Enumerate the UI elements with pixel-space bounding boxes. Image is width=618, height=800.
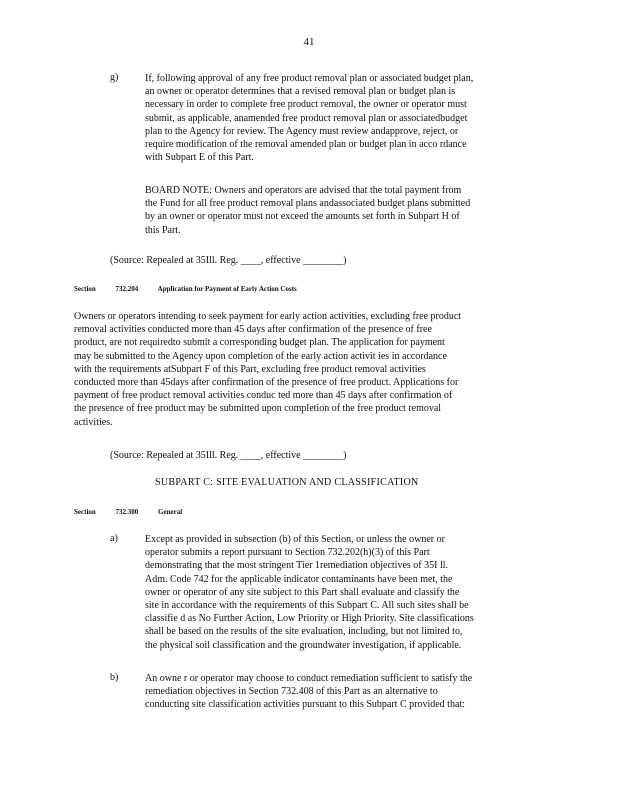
paragraph-line: Owners or operators intending to seek payment for early action activities, excluding free product: [74, 311, 462, 322]
paragraph-line: If, following approval of any free product removal plan or associated budget plan,: [145, 73, 474, 84]
paragraph-line: Except as provided in subsection (b) of this Section, or unless the owner or: [145, 534, 445, 545]
note-line: BOARD NOTE: Owners and operators are advised that the total payment from: [145, 185, 462, 196]
paragraph-line: remediation objectives in Section 732.408 of this Part as an alternative to: [145, 686, 438, 698]
paragraph-line: with Subpart E of this Part.: [145, 152, 254, 164]
page-number: 41: [303, 36, 315, 48]
item-a-label: a): [110, 533, 118, 544]
paragraph-line: require modification of the removal amended plan or budget plan in acco rdance: [145, 139, 467, 151]
paragraph-line: with the requirements atSubpart F of this Part, excluding free product removal activities: [74, 363, 426, 375]
paragraph-line: classifie d as No Further Action, Low Priority or High Priority. Site classifications: [145, 613, 474, 625]
section-number: 732.300: [115, 508, 139, 516]
paragraph-line: may be submitted to the Agency upon completion of the early action activit ies in accordance: [74, 350, 447, 362]
paragraph-line: An owne r or operator may choose to conduct remediation sufficient to satisfy the: [145, 673, 473, 684]
section-heading: [74, 508, 200, 516]
section-732-204-paragraph: [74, 310, 540, 429]
paragraph-line: removal activities conducted more than 45 days after confirmation of the presence of free: [74, 324, 432, 336]
section-number: 732.204: [115, 285, 139, 293]
note-line: the Fund for all free product removal plans andassociated budget plans submitted: [145, 198, 471, 210]
paragraph-line: operator submits a report pursuant to Section 732.202(h)(3) of this Part: [145, 547, 430, 559]
section-word: Section: [74, 285, 96, 293]
paragraph-line: product, are not requiredto submit a corresponding budget plan. The application for payment: [74, 337, 445, 349]
paragraph-line: an owner or operator determines that a revised removal plan or budget plan is: [145, 86, 456, 98]
source-note: (Source: Repealed at 35Ill. Reg. ____, effective ________): [110, 450, 347, 461]
subpart-heading: SUBPART C: SITE EVALUATION AND CLASSIFICATION: [155, 477, 419, 488]
item-g-label: g): [110, 72, 119, 83]
section-heading: [74, 285, 315, 293]
paragraph-line: demonstrating that the most stringent Tier 1remediation objectives of 35I ll.: [145, 560, 449, 572]
section-word: Section: [74, 508, 96, 516]
paragraph-line: activities.: [74, 416, 113, 428]
paragraph-line: owner or operator of any site subject to this Part shall evaluate and classify the: [145, 586, 460, 598]
paragraph-line: conducted more than 45days after confirmation of the presence of free product. Applications for: [74, 377, 459, 389]
note-line: by an owner or operator must not exceed the amounts set forth in Subpart H of: [145, 211, 460, 223]
note-line: this Part.: [145, 224, 181, 236]
paragraph-line: site in accordance with the requirements of this Subpart C. All such sites shall be: [145, 600, 469, 612]
paragraph-line: the presence of free product may be submitted upon completion of the free product removal: [74, 403, 442, 415]
source-note: (Source: Repealed at 35Ill. Reg. ____, effective ________): [110, 255, 347, 266]
paragraph-line: conducting site classification activities pursuant to this Subpart C provided that:: [145, 699, 465, 711]
section-title: General: [158, 508, 183, 516]
paragraph-line: plan to the Agency for review. The Agency must review andapprove, reject, or: [145, 125, 459, 137]
paragraph-line: the physical soil classification and the groundwater investigation, if applicable.: [145, 639, 462, 651]
section-title: Application for Payment of Early Action Costs: [157, 285, 297, 293]
item-b-label: b): [110, 672, 119, 683]
item-a-paragraph: [145, 533, 540, 652]
board-note: [145, 184, 540, 237]
paragraph-line: payment of free product removal activities conduc ted more than 45 days after confirmation of: [74, 390, 453, 402]
paragraph-line: shall be based on the results of the site evaluation, including, but not limited to,: [145, 626, 463, 638]
item-b-paragraph: [145, 672, 540, 712]
paragraph-line: Adm. Code 742 for the applicable indicator contaminants have been met, the: [145, 573, 453, 585]
paragraph-line: submit, as applicable, anamended free product removal plan or associatedbudget: [145, 112, 468, 124]
paragraph-line: necessary in order to complete free product removal, the owner or operator must: [145, 99, 467, 111]
item-g-paragraph: [145, 72, 540, 164]
